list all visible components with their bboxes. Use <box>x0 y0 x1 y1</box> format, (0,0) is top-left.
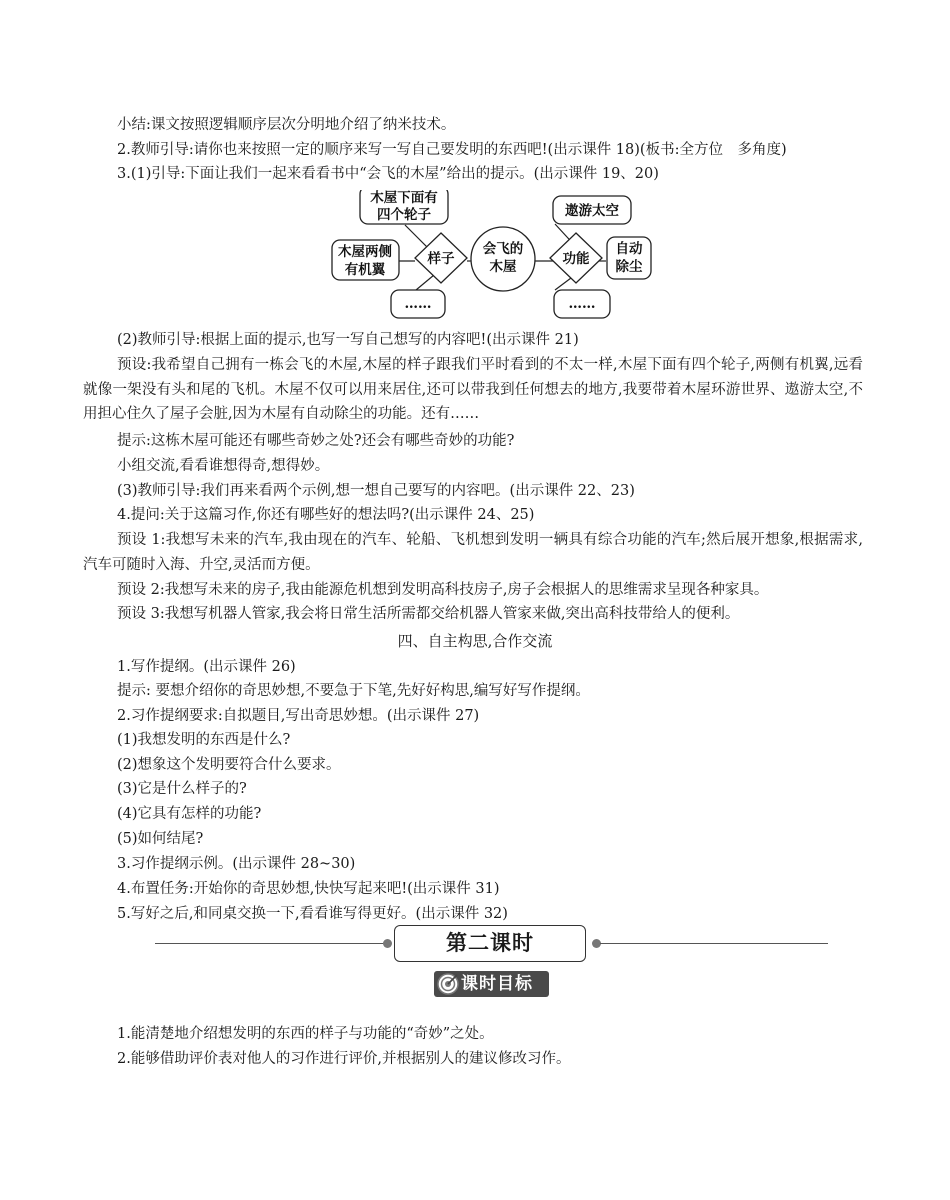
box-left-top-line1: 木屋下面有 <box>370 190 438 206</box>
divider-left-dot <box>383 939 392 948</box>
preset-1-paragraph: 预设 1:我想写未来的汽车,我由现在的汽车、轮船、飞机想到发明一辆具有综合功能的汽车;然后展开想象,根据需求,汽车可随时入海、升空,灵活而方便。 <box>83 532 863 573</box>
goal-2: 2.能够借助评价表对他人的习作进行评价,并根据别人的建议修改习作。 <box>117 1051 571 1067</box>
box-right-mid-line1: 自动 <box>615 241 643 257</box>
hint-line: 提示:这栋木屋可能还有哪些奇妙之处?还会有哪些奇妙的功能? <box>117 433 515 449</box>
group-discussion-line: 小组交流,看看谁想得奇,想得妙。 <box>117 458 330 474</box>
preset-2: 预设 2:我想写未来的房子,我由能源危机想到发明高科技房子,房子会根据人的思维需求呈现各种家具。 <box>117 582 769 598</box>
teacher-guide-3: (3)教师引导:我们再来看两个示例,想一想自己要写的内容吧。(出示课件 22、23) <box>117 483 635 499</box>
outline-3: 3.习作提纲示例。(出示课件 28~30) <box>117 856 356 872</box>
guide-3-1: 3.(1)引导:下面让我们一起来看看书中“会飞的木屋”给出的提示。(出示课件 19、20) <box>117 166 659 182</box>
box-right-bottom-text: …… <box>568 296 596 312</box>
outline-hint: 提示: 要想介绍你的奇思妙想,不要急于下笔,先好好构思,编写好写作提纲。 <box>117 683 590 699</box>
section-heading: 四、自主构思,合作交流 <box>397 632 553 650</box>
lesson-title: 第二课时 <box>394 925 586 962</box>
outline-5: 5.写好之后,和同桌交换一下,看看谁写得更好。(出示课件 32) <box>117 906 508 922</box>
outline-q3: (3)它是什么样子的? <box>117 781 247 797</box>
outline-q2: (2)想象这个发明要符合什么要求。 <box>117 757 341 773</box>
divider-left <box>155 943 385 944</box>
center-line2: 木屋 <box>489 259 517 275</box>
box-left-mid-line2: 有机翼 <box>344 262 386 278</box>
question-4: 4.提问:关于这篇习作,你还有哪些好的想法吗?(出示课件 24、25) <box>117 507 535 523</box>
flying-cabin-mindmap <box>325 190 665 320</box>
outline-1: 1.写作提纲。(出示课件 26) <box>117 659 296 675</box>
summary-line: 小结:课文按照逻辑顺序层次分明地介绍了纳米技术。 <box>117 117 456 133</box>
box-left-bottom-text: …… <box>404 296 432 312</box>
outline-q4: (4)它具有怎样的功能? <box>117 806 262 822</box>
lesson-goal-badge <box>434 971 549 997</box>
box-right-top-text: 遨游太空 <box>565 203 619 219</box>
box-right-mid-line2: 除尘 <box>615 259 643 275</box>
divider-right <box>600 943 828 944</box>
outline-2: 2.习作提纲要求:自拟题目,写出奇思妙想。(出示课件 27) <box>117 708 480 724</box>
target-icon <box>436 972 460 996</box>
goal-1: 1.能清楚地介绍想发明的东西的样子与功能的“奇妙”之处。 <box>117 1026 494 1042</box>
preset-paragraph: 预设:我希望自己拥有一栋会飞的木屋,木屋的样子跟我们平时看到的不太一样,木屋下面有四个轮子,两侧有机翼,远看就像一架没有头和尾的飞机。木屋不仅可以用来居住,还可以带我到任何想去的地方,我要带着木屋环游世界、遨游太空,不用担心住久了屋子会脏,因为木屋有自动除尘的功能。还有…… <box>83 357 863 422</box>
outline-q5: (5)如何结尾? <box>117 831 204 847</box>
box-left-mid-line1: 木屋两侧 <box>338 244 392 260</box>
box-left-top-line2: 四个轮子 <box>377 207 431 223</box>
preset-3: 预设 3:我想写机器人管家,我会将日常生活所需都交给机器人管家来做,突出高科技带给人的便利。 <box>117 606 740 622</box>
teacher-guide-2-2: (2)教师引导:根据上面的提示,也写一写自己想写的内容吧!(出示课件 21) <box>117 332 579 348</box>
hub-left-text: 样子 <box>427 251 455 267</box>
lesson-goal-text: 课时目标 <box>461 974 533 994</box>
center-line1: 会飞的 <box>482 241 524 257</box>
teacher-guide-2: 2.教师引导:请你也来按照一定的顺序来写一写自己要发明的东西吧!(出示课件 18)(板书:全方位 多角度) <box>117 142 787 158</box>
outline-4: 4.布置任务:开始你的奇思妙想,快快写起来吧!(出示课件 31) <box>117 881 500 897</box>
hub-right-text: 功能 <box>562 251 590 267</box>
outline-q1: (1)我想发明的东西是什么? <box>117 732 291 748</box>
